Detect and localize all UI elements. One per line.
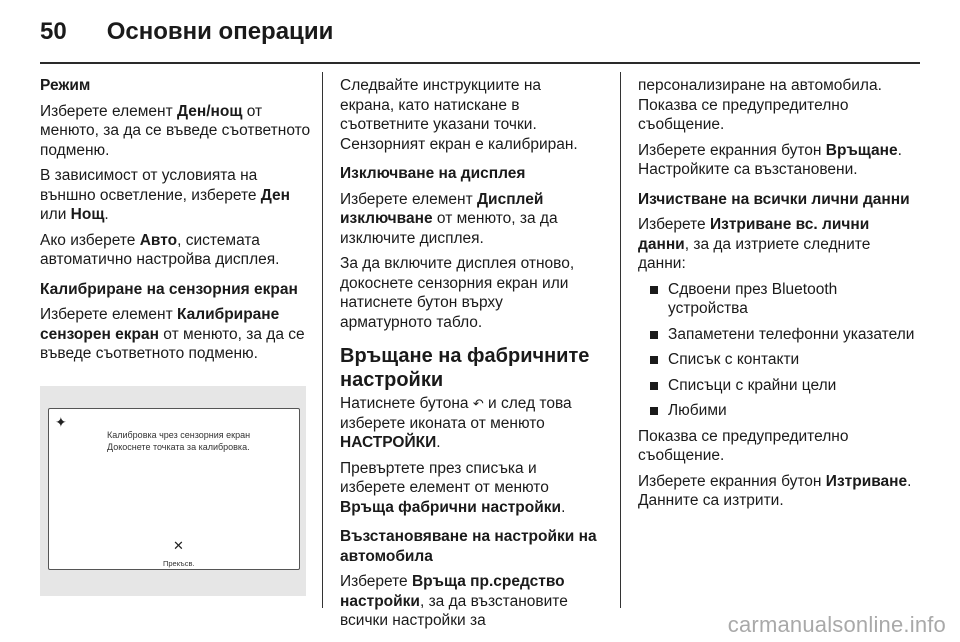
page-title: Основни операции [106,18,334,45]
text: . [104,206,109,223]
text: , за да изтриете следните данни: [638,235,871,272]
text: Превъртете през списъка и изберете елемент от менюто [340,459,549,496]
paragraph [40,102,312,161]
paragraph [340,394,598,453]
crosshair-icon: ✦ [55,413,67,430]
paragraph [40,305,312,364]
list-item: Запаметени телефонни указатели [638,325,920,345]
menu-term: Ден [260,186,291,204]
paragraph [340,459,598,518]
text: Изберете елемент [340,190,477,208]
text: Изберете [340,573,412,590]
text: В зависимост от условията на външно осветление, изберете [40,167,261,204]
column-3 [638,76,920,517]
paragraph: Следвайте инструкциите на екрана, като натискане в съответните указани точки. Сензорният екран е калибриран. [340,77,578,153]
text: Ако изберете [40,231,140,249]
text: , за да възстановите всички настройки за [340,592,568,629]
section-heading-mode: Режим [40,77,91,94]
text: , системата автоматично настройва дисплея. [40,231,280,268]
paragraph: персонализиране на автомобила. Показва се предупредително съобщение. [638,77,882,133]
text: . Настройките са възстановени. [638,141,902,178]
menu-term: Дисплей изключване [340,190,544,227]
list-item: Списъци с крайни цели [638,376,920,396]
menu-term: Авто [139,231,178,249]
section-heading-display-off: Изключване на дисплея [340,165,526,182]
header-rule [40,62,920,64]
paragraph: За да включите дисплея отново, докоснете сензорния екран или натиснете бутон върху арматурното табло. [340,255,575,331]
text: от менюто, за да се въведе съответното подменю. [40,102,311,159]
screen-line: Докоснете точката за калибровка. [107,441,250,452]
column-divider [620,72,621,608]
cancel-label: Прекъсв. [163,558,195,568]
screen-line: Калибровка чрез сензорния екран [107,429,251,440]
text: . [561,498,566,516]
menu-term: НАСТРОЙКИ [340,434,437,451]
screen-text [107,429,250,453]
list-item: Списък с контакти [638,350,920,370]
close-icon: ✕ [173,537,184,553]
menu-term: Изтриване вс. лични данни [638,216,870,253]
section-heading-factory-reset: Връщане на фабричните настройки [340,345,590,391]
paragraph [40,166,312,225]
column-2 [340,76,598,637]
paragraph [40,231,312,270]
text: Изберете екранния бутон [638,141,826,159]
section-heading-calibration: Калибриране на сензорния екран [40,280,298,298]
menu-term: Ден/нощ [177,102,243,120]
text: от менюто, за да се въведе съответното подменю. [40,325,305,362]
text: от менюто, за да изключите дисплея. [340,210,558,247]
text: Изберете екранния бутон [638,472,826,490]
section-heading-clear-data: Изчистване на всички лични данни [638,190,910,208]
text: Натиснете бутона [340,395,473,412]
paragraph [340,572,598,631]
menu-term: Връщане [825,141,898,159]
paragraph [340,190,598,249]
menu-term: Калибриране сензорен екран [40,306,280,343]
text: или [40,206,71,223]
paragraph [638,472,920,511]
page-header [40,18,333,52]
page-number: 50 [40,18,67,45]
column-1 [40,76,312,596]
text: Изберете елемент [40,306,177,323]
section-heading-restore-vehicle: Възстановяване на настройки на автомобила [340,528,597,565]
paragraph [638,215,920,274]
text: . Данните са изтрити. [638,472,912,509]
paragraph [638,141,920,180]
menu-term: Нощ [70,206,105,223]
list-item: Любими [638,401,920,421]
watermark: carmanualsonline.info [727,612,946,637]
column-divider [322,72,323,608]
list-item: Сдвоени през Bluetooth устройства [638,280,920,319]
back-icon: ↶ [472,396,484,411]
text: . [436,434,441,451]
text: Изберете [638,216,710,233]
text: Изберете елемент [40,102,177,120]
calibration-screen-illustration [40,386,306,596]
menu-term: Изтриване [825,472,908,490]
paragraph: Показва се предупредително съобщение. [638,427,849,464]
text: и след това изберете иконата от менюто [340,395,572,432]
menu-term: Връща пр.средство настройки [340,573,565,610]
menu-term: Връща фабрични настройки [340,498,562,516]
data-list [638,280,920,421]
screen-frame [48,408,300,570]
